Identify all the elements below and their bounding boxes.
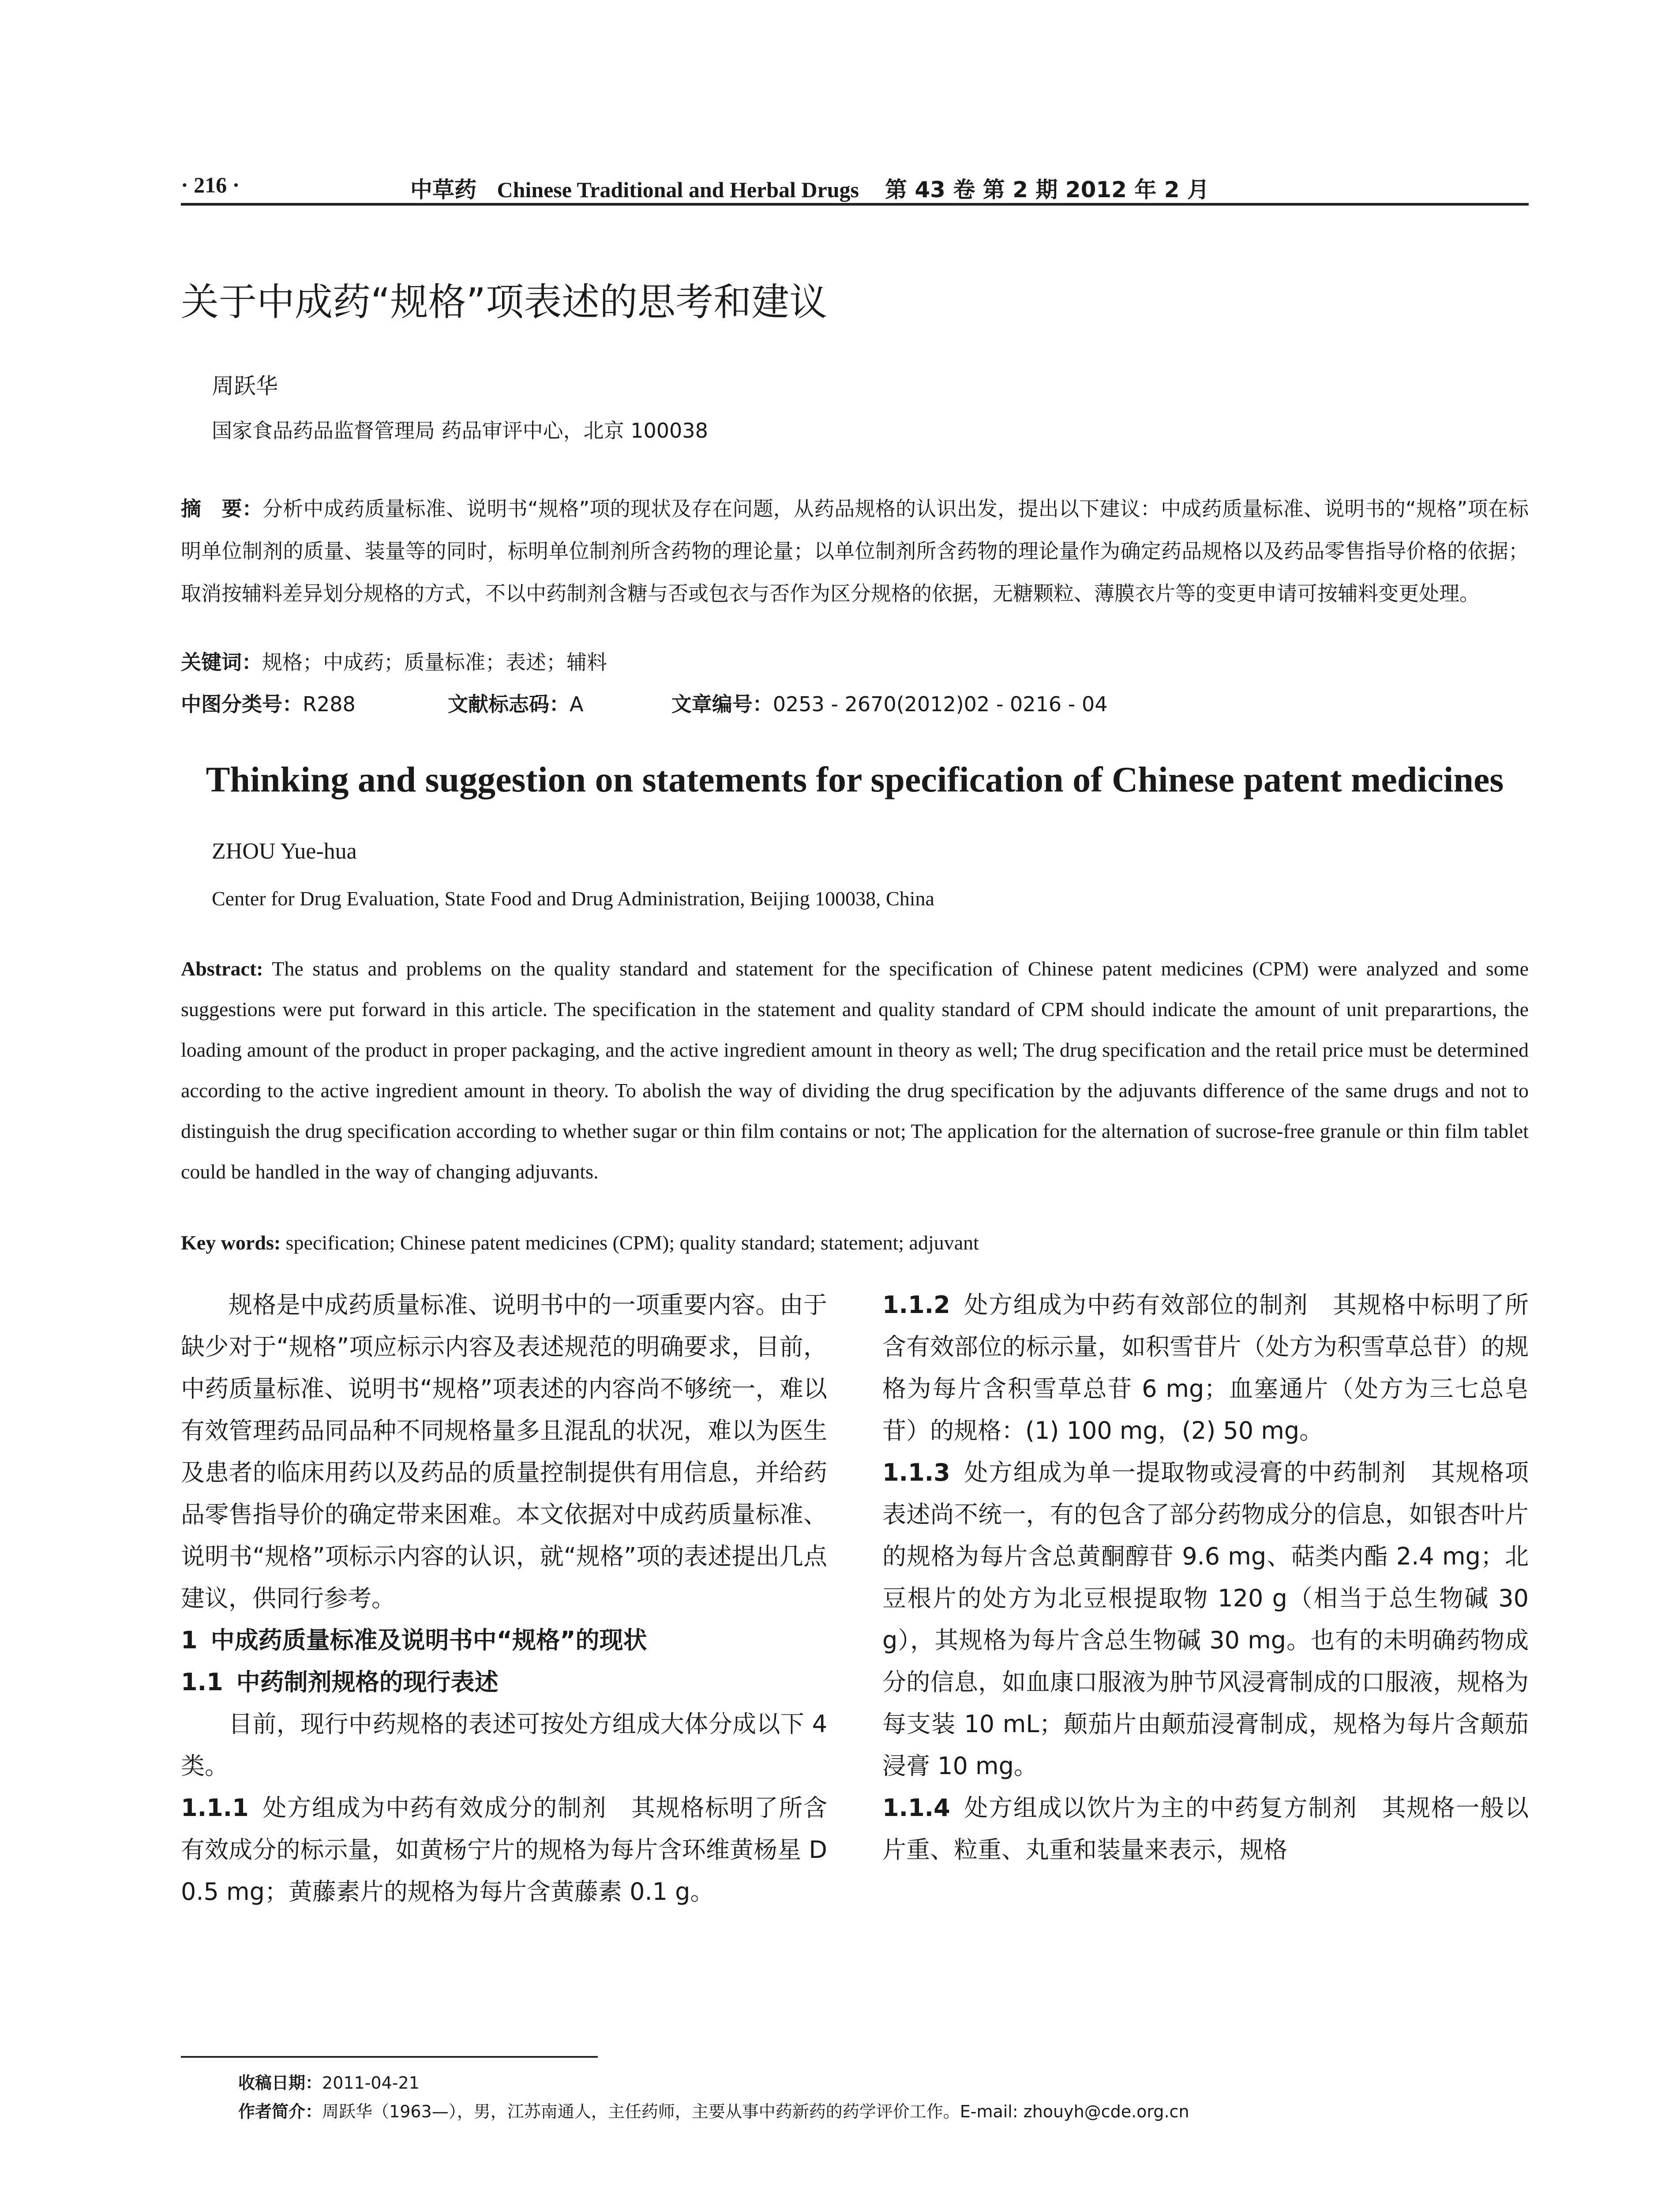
clc-value: R288: [303, 692, 356, 716]
body-column-right: [882, 1284, 1529, 1871]
section-1-1-1-number: 1.1.1: [181, 1794, 249, 1822]
keywords-cn: [181, 646, 607, 675]
section-1-number: 1: [181, 1626, 198, 1654]
section-1-1-3-paragraph: [882, 1452, 1529, 1787]
section-1-1-1-text: 处方组成为中药有效成分的制剂 其规格标明了所含有效成分的标示量，如黄杨宁片的规格为每片含环维黄杨星 D 0.5 mg；黄藤素片的规格为每片含黄藤素 0.1 g。: [181, 1794, 827, 1906]
journal-name-en: Chinese Traditional and Herbal Drugs: [497, 177, 859, 202]
section-1-1-2-paragraph: [882, 1284, 1529, 1452]
section-1-1-paragraph: 目前，现行中药规格的表述可按处方组成大体分成以下 4 类。: [181, 1710, 827, 1780]
author-bio-text: 周跃华（1963—），男，江苏南通人，主任药师，主要从事中药新药的药学评价工作。E-mail: zhouyh@cde.org.cn: [322, 2102, 1189, 2121]
author-cn: 周跃华: [212, 373, 278, 399]
section-1-1-3-number: 1.1.3: [882, 1459, 950, 1486]
section-1-1-2-text: 处方组成为中药有效部位的制剂 其规格中标明了所含有效部位的标示量，如积雪苷片（处方为积雪草总苷）的规格为每片含积雪草总苷 6 mg；血塞通片（处方为三七总皂苷）的规格：(1) 100 mg，(2) 50 mg。: [882, 1291, 1529, 1444]
abstract-en-label: Abstract:: [181, 957, 263, 980]
journal-issue: 第 43 卷 第 2 期 2012 年 2 月: [885, 177, 1209, 203]
footnote-author: [238, 2098, 1189, 2122]
keywords-en: [181, 1231, 979, 1254]
article-number-value: 0253 - 2670(2012)02 - 0216 - 04: [772, 692, 1108, 716]
abstract-cn-label: 摘 要：: [181, 497, 262, 521]
section-1-title: 中成药质量标准及说明书中“规格”的现状: [210, 1626, 647, 1654]
section-1-1-4-paragraph: [882, 1787, 1529, 1871]
keywords-en-text: specification; Chinese patent medicines (CPM); quality standard; statement; adjuvant: [285, 1231, 979, 1254]
journal-name-cn: 中草药: [410, 177, 476, 203]
section-1-1-4-number: 1.1.4: [882, 1794, 950, 1822]
abstract-cn: [181, 488, 1529, 615]
received-label: 收稿日期：: [238, 2073, 322, 2093]
author-en: ZHOU Yue-hua: [212, 839, 357, 864]
received-date: 2011-04-21: [322, 2073, 420, 2093]
page-number: · 216 ·: [181, 173, 240, 197]
abstract-en: [181, 949, 1529, 1192]
affiliation-en: Center for Drug Evaluation, State Food and Drug Administration, Beijing 100038, China: [212, 887, 934, 910]
keywords-en-label: Key words:: [181, 1231, 281, 1254]
abstract-cn-text: 分析中成药质量标准、说明书“规格”项的现状及存在问题，从药品规格的认识出发，提出以下建议：中成药质量标准、说明书的“规格”项在标明单位制剂的质量、装量等的同时，标明单位制剂所含药物的理论量；以单位制剂所含药物的理论量作为确定药品规格以及药品零售指导价格的依据；取消按辅料差异划分规格的方式，不以中药制剂含糖与否或包衣与否作为区分规格的依据，无糖颗粒、薄膜衣片等的变更申请可按辅料变更处理。: [181, 497, 1529, 605]
article-title-en: Thinking and suggestion on statements for specification of Chinese patent medicines: [206, 759, 1504, 799]
section-1-heading: [181, 1619, 827, 1661]
body-column-left: [181, 1284, 827, 1913]
abstract-en-text: The status and problems on the quality standard and statement for the specification of Chinese patent medicines (CPM) were analyzed and some suggestions were put forward in this article. The specification in the statement and quality standard of CPM should indicate the amount of unit preparartions, the loading amount of the product in proper packaging, and the active ingredient amount in theory as well; The drug specification and the retail price must be determined according to the active ingredient amount in theory. To abolish the way of dividing the drug specification by the adjuvants difference of the same drugs and not to distinguish the drug specification according to whether sugar or thin film contains or not; The application for the alternation of sucrose-free granule or thin film tablet could be handled in the way of changing adjuvants.: [181, 957, 1529, 1183]
affiliation-cn: 国家食品药品监督管理局 药品审评中心，北京 100038: [212, 419, 708, 443]
clc-label: 中图分类号：: [181, 692, 303, 716]
keywords-cn-label: 关键词：: [181, 650, 262, 674]
section-1-1-3-text: 处方组成为单一提取物或浸膏的中药制剂 其规格项表述尚不统一，有的包含了部分药物成分的信息，如银杏叶片的规格为每片含总黄酮醇苷 9.6 mg、萜类内酯 2.4 mg；北豆根片的处方为北豆根提取物 120 g（相当于总生物碱 30 g），其规格为每片含总生物碱 30 mg。也有的未明确药物成分的信息，如血康口服液为肿节风浸膏制成的口服液，规格为每支装 10 mL；颠茄片由颠茄浸膏制成，规格为每片含颠茄浸膏 10 mg。: [882, 1459, 1529, 1780]
section-1-1-1-paragraph: [181, 1787, 827, 1913]
article-title-cn: 关于中成药“规格”项表述的思考和建议: [181, 280, 828, 324]
footnote-received: [238, 2069, 420, 2093]
article-number-label: 文章编号：: [671, 692, 773, 716]
header-rule: [181, 203, 1529, 206]
footnote-rule: [181, 2056, 598, 2058]
intro-paragraph: 规格是中成药质量标准、说明书中的一项重要内容。由于缺少对于“规格”项应标示内容及表述规范的明确要求，目前，中药质量标准、说明书“规格”项表述的内容尚不够统一，难以有效管理药品同品种不同规格量多且混乱的状况，难以为医生及患者的临床用药以及药品的质量控制提供有用信息，并给药品零售指导价的确定带来困难。本文依据对中成药质量标准、说明书“规格”项标示内容的认识，就“规格”项的表述提出几点建议，供同行参考。: [181, 1291, 827, 1612]
journal-header: [410, 172, 1209, 204]
doc-code-value: A: [570, 692, 584, 716]
section-1-1-4-text: 处方组成以饮片为主的中药复方制剂 其规格一般以片重、粒重、丸重和装量来表示，规格: [882, 1794, 1529, 1864]
classification-row: [181, 688, 1108, 717]
keywords-cn-text: 规格；中成药；质量标准；表述；辅料: [262, 650, 607, 674]
section-1-1-heading: [181, 1661, 827, 1703]
doc-code-label: 文献标志码：: [448, 692, 570, 716]
section-1-1-title: 中药制剂规格的现行表述: [236, 1668, 499, 1696]
section-1-1-2-number: 1.1.2: [882, 1291, 950, 1319]
author-bio-label: 作者简介：: [238, 2102, 322, 2121]
section-1-1-number: 1.1: [181, 1668, 223, 1696]
